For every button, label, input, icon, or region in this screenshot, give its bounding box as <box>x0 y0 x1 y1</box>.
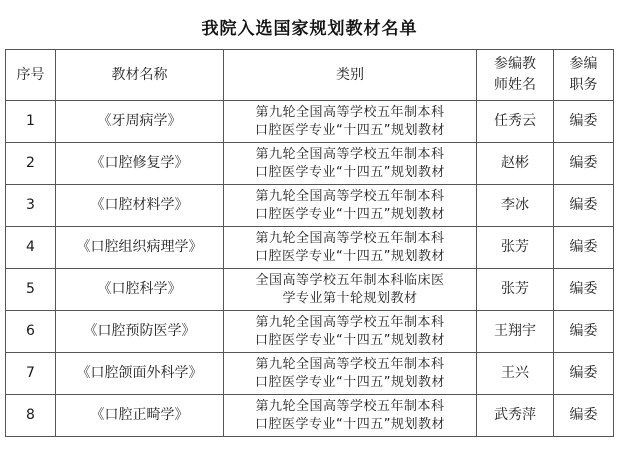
table-row <box>6 353 614 395</box>
header-category: 类别 <box>224 50 477 101</box>
header-role-line2: 职务 <box>569 77 598 93</box>
row-category <box>224 227 477 269</box>
table-row <box>6 395 614 437</box>
row-no: 2 <box>6 143 56 185</box>
row-category-line1: 第九轮全国高等学校五年制本科 <box>255 356 445 372</box>
row-category-line1: 第九轮全国高等学校五年制本科 <box>255 398 445 414</box>
row-editor-name: 王翔宇 <box>477 311 554 353</box>
row-book-title: 《口腔科学》 <box>56 269 224 311</box>
row-no: 5 <box>6 269 56 311</box>
row-category-line2: 口腔医学专业“十四五”规划教材 <box>255 374 445 390</box>
table-row <box>6 101 614 143</box>
row-book-title: 《口腔组织病理学》 <box>56 227 224 269</box>
textbook-table <box>5 49 614 437</box>
row-book-title: 《口腔预防医学》 <box>56 311 224 353</box>
row-editor-name: 张芳 <box>477 227 554 269</box>
row-category-line2: 口腔医学专业“十四五”规划教材 <box>255 248 445 264</box>
header-book: 教材名称 <box>56 50 224 101</box>
table-row <box>6 227 614 269</box>
table-row <box>6 269 614 311</box>
table-header-row <box>6 50 614 101</box>
row-category <box>224 395 477 437</box>
row-editor-name: 任秀云 <box>477 101 554 143</box>
row-category-line1: 第九轮全国高等学校五年制本科 <box>255 314 445 330</box>
row-category <box>224 143 477 185</box>
row-category-line2: 口腔医学专业“十四五”规划教材 <box>255 332 445 348</box>
row-role: 编委 <box>554 311 614 353</box>
header-no: 序号 <box>6 50 56 101</box>
row-category <box>224 185 477 227</box>
row-role: 编委 <box>554 395 614 437</box>
row-category-line2: 口腔医学专业“十四五”规划教材 <box>255 122 445 138</box>
row-book-title: 《口腔修复学》 <box>56 143 224 185</box>
row-role: 编委 <box>554 185 614 227</box>
row-role: 编委 <box>554 101 614 143</box>
row-category-line1: 第九轮全国高等学校五年制本科 <box>255 230 445 246</box>
row-category <box>224 101 477 143</box>
row-no: 6 <box>6 311 56 353</box>
row-no: 8 <box>6 395 56 437</box>
row-category <box>224 353 477 395</box>
row-category <box>224 311 477 353</box>
row-category-line1: 第九轮全国高等学校五年制本科 <box>255 188 445 204</box>
row-role: 编委 <box>554 143 614 185</box>
header-role-line1: 参编 <box>569 56 598 72</box>
row-category <box>224 269 477 311</box>
row-book-title: 《口腔正畸学》 <box>56 395 224 437</box>
row-category-line1: 第九轮全国高等学校五年制本科 <box>255 146 445 162</box>
row-book-title: 《牙周病学》 <box>56 101 224 143</box>
table-row <box>6 143 614 185</box>
row-role: 编委 <box>554 269 614 311</box>
header-editor-line1: 参编教 <box>494 56 536 72</box>
row-role: 编委 <box>554 353 614 395</box>
row-category-line2: 口腔医学专业“十四五”规划教材 <box>255 206 445 222</box>
row-no: 4 <box>6 227 56 269</box>
row-no: 3 <box>6 185 56 227</box>
row-role: 编委 <box>554 227 614 269</box>
row-no: 1 <box>6 101 56 143</box>
row-category-line1: 全国高等学校五年制本科临床医 <box>255 272 445 288</box>
row-category-line2: 口腔医学专业“十四五”规划教材 <box>255 416 445 432</box>
row-editor-name: 张芳 <box>477 269 554 311</box>
page-title: 我院入选国家规划教材名单 <box>201 19 418 39</box>
row-category-line2: 口腔医学专业“十四五”规划教材 <box>255 164 445 180</box>
row-category-line1: 第九轮全国高等学校五年制本科 <box>255 104 445 120</box>
row-editor-name: 赵彬 <box>477 143 554 185</box>
table-row <box>6 185 614 227</box>
header-editor <box>477 50 554 101</box>
row-editor-name: 武秀萍 <box>477 395 554 437</box>
row-book-title: 《口腔材料学》 <box>56 185 224 227</box>
row-book-title: 《口腔颌面外科学》 <box>56 353 224 395</box>
row-editor-name: 李冰 <box>477 185 554 227</box>
header-editor-line2: 师姓名 <box>494 77 536 93</box>
row-category-line2: 学专业第十轮规划教材 <box>282 290 418 306</box>
row-no: 7 <box>6 353 56 395</box>
header-role <box>554 50 614 101</box>
row-editor-name: 王兴 <box>477 353 554 395</box>
table-row <box>6 311 614 353</box>
